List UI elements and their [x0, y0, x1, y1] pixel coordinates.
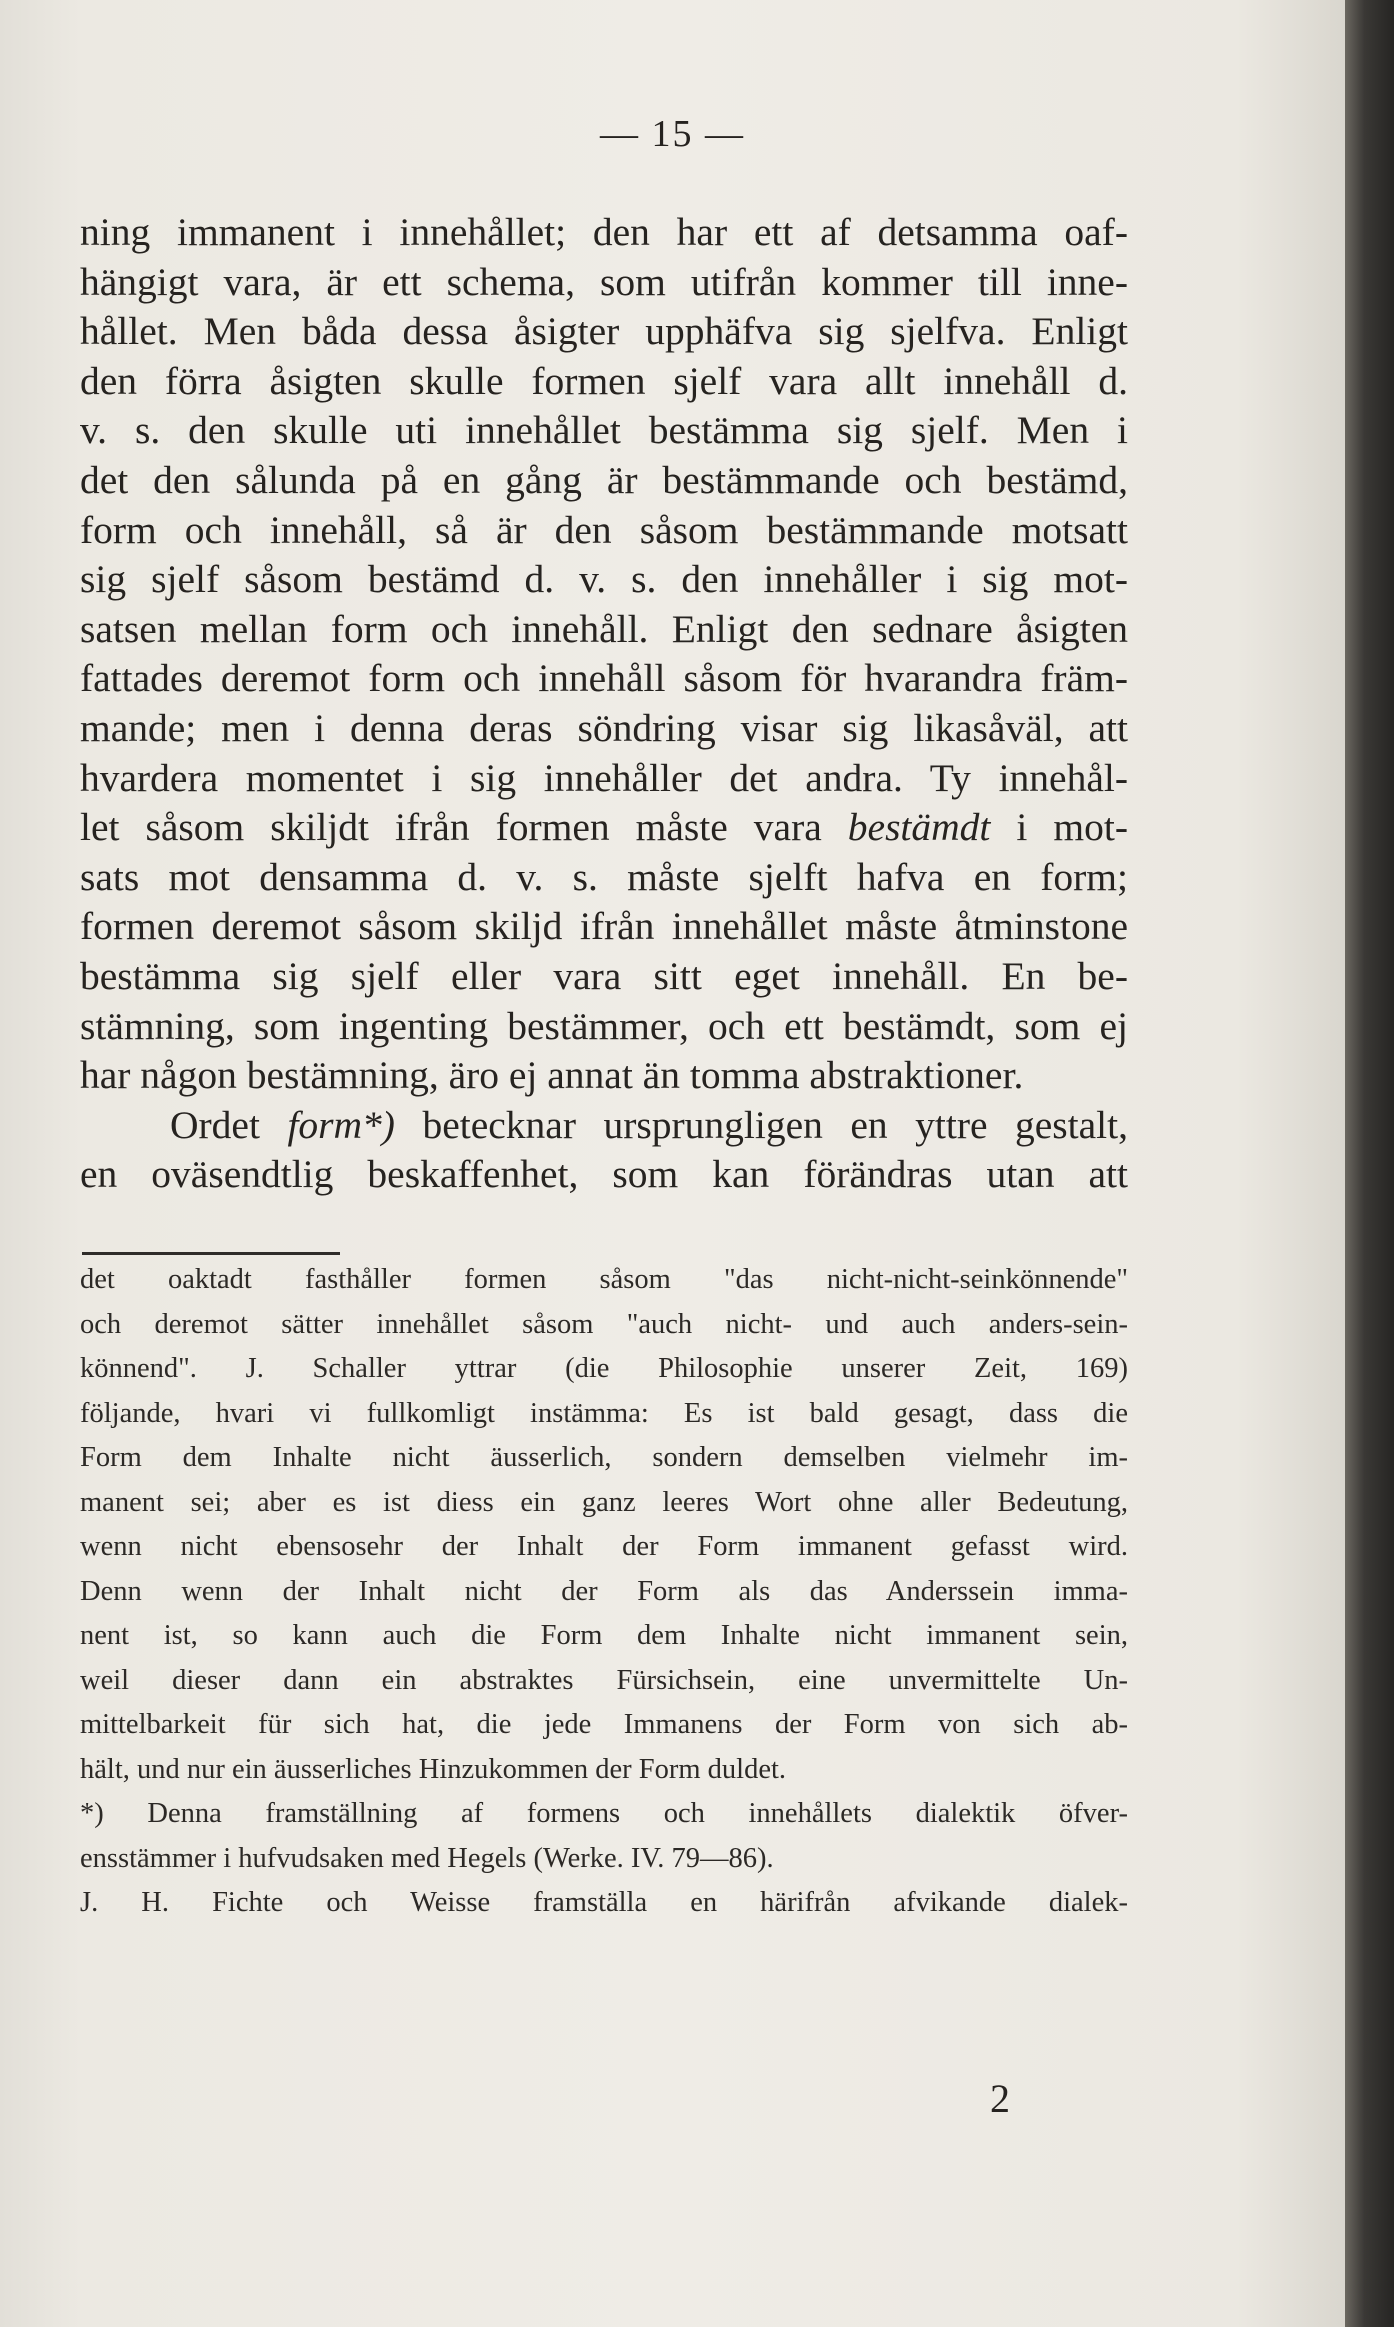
page-number-header: — 15 —	[600, 113, 745, 155]
text-line: sig sjelf såsom bestämd d. v. s. den innehåller i sig mot-	[80, 557, 1128, 602]
text-line: hållet. Men båda dessa åsigter upphäfva sig sjelfva. Enligt	[80, 309, 1128, 354]
footnote-line: mittelbarkeit für sich hat, die jede Immanens der Form von sich ab-	[80, 1709, 1128, 1740]
signature-mark: 2	[990, 2076, 1010, 2121]
footnote-line: det oaktadt fasthåller formen såsom "das nicht-nicht-seinkönnende"	[80, 1264, 1128, 1295]
main-text-block	[80, 208, 1128, 1200]
footnote-line: Denn wenn der Inhalt nicht der Form als das Anderssein imma-	[80, 1575, 1128, 1607]
footnote-line: och deremot sätter innehållet såsom "auch nicht- und auch anders-sein-	[80, 1308, 1128, 1340]
footnote-line: följande, hvari vi fullkomligt instämma: Es ist bald gesagt, dass die	[80, 1397, 1128, 1429]
text-line: sats mot densamma d. v. s. måste sjelft hafva en form;	[80, 854, 1128, 899]
footnote-line: weil dieser dann ein abstraktes Fürsichsein, eine unvermittelte Un-	[80, 1664, 1128, 1696]
text-line: satsen mellan form och innehåll. Enligt den sednare åsigten	[80, 606, 1128, 651]
text-line: en oväsendtlig beskaffenhet, som kan förändras utan att	[80, 1152, 1128, 1197]
footnote-line: nent ist, so kann auch die Form dem Inhalte nicht immanent sein,	[80, 1620, 1128, 1651]
text-line: hängigt vara, är ett schema, som utifrån kommer till inne-	[80, 259, 1128, 304]
emphasis-text: bestämdt	[847, 805, 991, 850]
emphasis-text: form*)	[287, 1102, 395, 1147]
footnote-line: *) Denna framställning af formens och innehållets dialektik öfver-	[80, 1798, 1128, 1829]
text-line: let såsom skiljdt ifrån formen måste vara bestämdt i mot-	[80, 805, 1128, 850]
footnote-line: J. H. Fichte och Weisse framställa en härifrån afvikande dialek-	[80, 1887, 1128, 1918]
footnote-line: manent sei; aber es ist diess ein ganz leeres Wort ohne aller Bedeutung,	[80, 1486, 1128, 1518]
footnotes-block	[80, 1258, 1128, 1926]
text-line: fattades deremot form och innehåll såsom för hvarandra främ-	[80, 656, 1128, 701]
text-line: stämning, som ingenting bestämmer, och ett bestämdt, som ej	[80, 1003, 1128, 1048]
text-line: den förra åsigten skulle formen sjelf vara allt innehåll d.	[80, 358, 1128, 403]
text-line: det den sålunda på en gång är bestämmande och bestämd,	[80, 457, 1128, 502]
footnote-line: wenn nicht ebensosehr der Inhalt der Form immanent gefasst wird.	[80, 1531, 1128, 1562]
text-line: formen deremot såsom skiljd ifrån innehållet måste åtminstone	[80, 904, 1128, 949]
text-line: form och innehåll, så är den såsom bestämmande motsatt	[80, 507, 1128, 552]
footnote-divider	[82, 1252, 340, 1255]
footnote-line: ensstämmer i hufvudsaken med Hegels (Werke. IV. 79—86).	[80, 1842, 774, 1874]
footnote-line: Form dem Inhalte nicht äusserlich, sondern demselben vielmehr im-	[80, 1442, 1128, 1473]
footnote-line: könnend". J. Schaller yttrar (die Philosophie unserer Zeit, 169)	[80, 1353, 1128, 1384]
text-line: v. s. den skulle uti innehållet bestämma sig sjelf. Men i	[80, 408, 1128, 453]
text-line: mande; men i denna deras söndring visar sig likasåväl, att	[80, 705, 1128, 750]
text-line: ning immanent i innehållet; den har ett af detsamma oaf-	[80, 210, 1128, 254]
book-edge	[1345, 0, 1394, 2327]
text-line: hvardera momentet i sig innehåller det andra. Ty innehål-	[80, 755, 1128, 800]
text-line: har någon bestämning, äro ej annat än tomma abstraktioner.	[80, 1053, 1024, 1098]
text-line: bestämma sig sjelf eller vara sitt eget innehåll. En be-	[80, 953, 1128, 998]
footnote-line: hält, und nur ein äusserliches Hinzukommen der Form duldet.	[80, 1753, 787, 1785]
text-line: Ordet form*) betecknar ursprungligen en yttre gestalt,	[170, 1102, 1128, 1147]
